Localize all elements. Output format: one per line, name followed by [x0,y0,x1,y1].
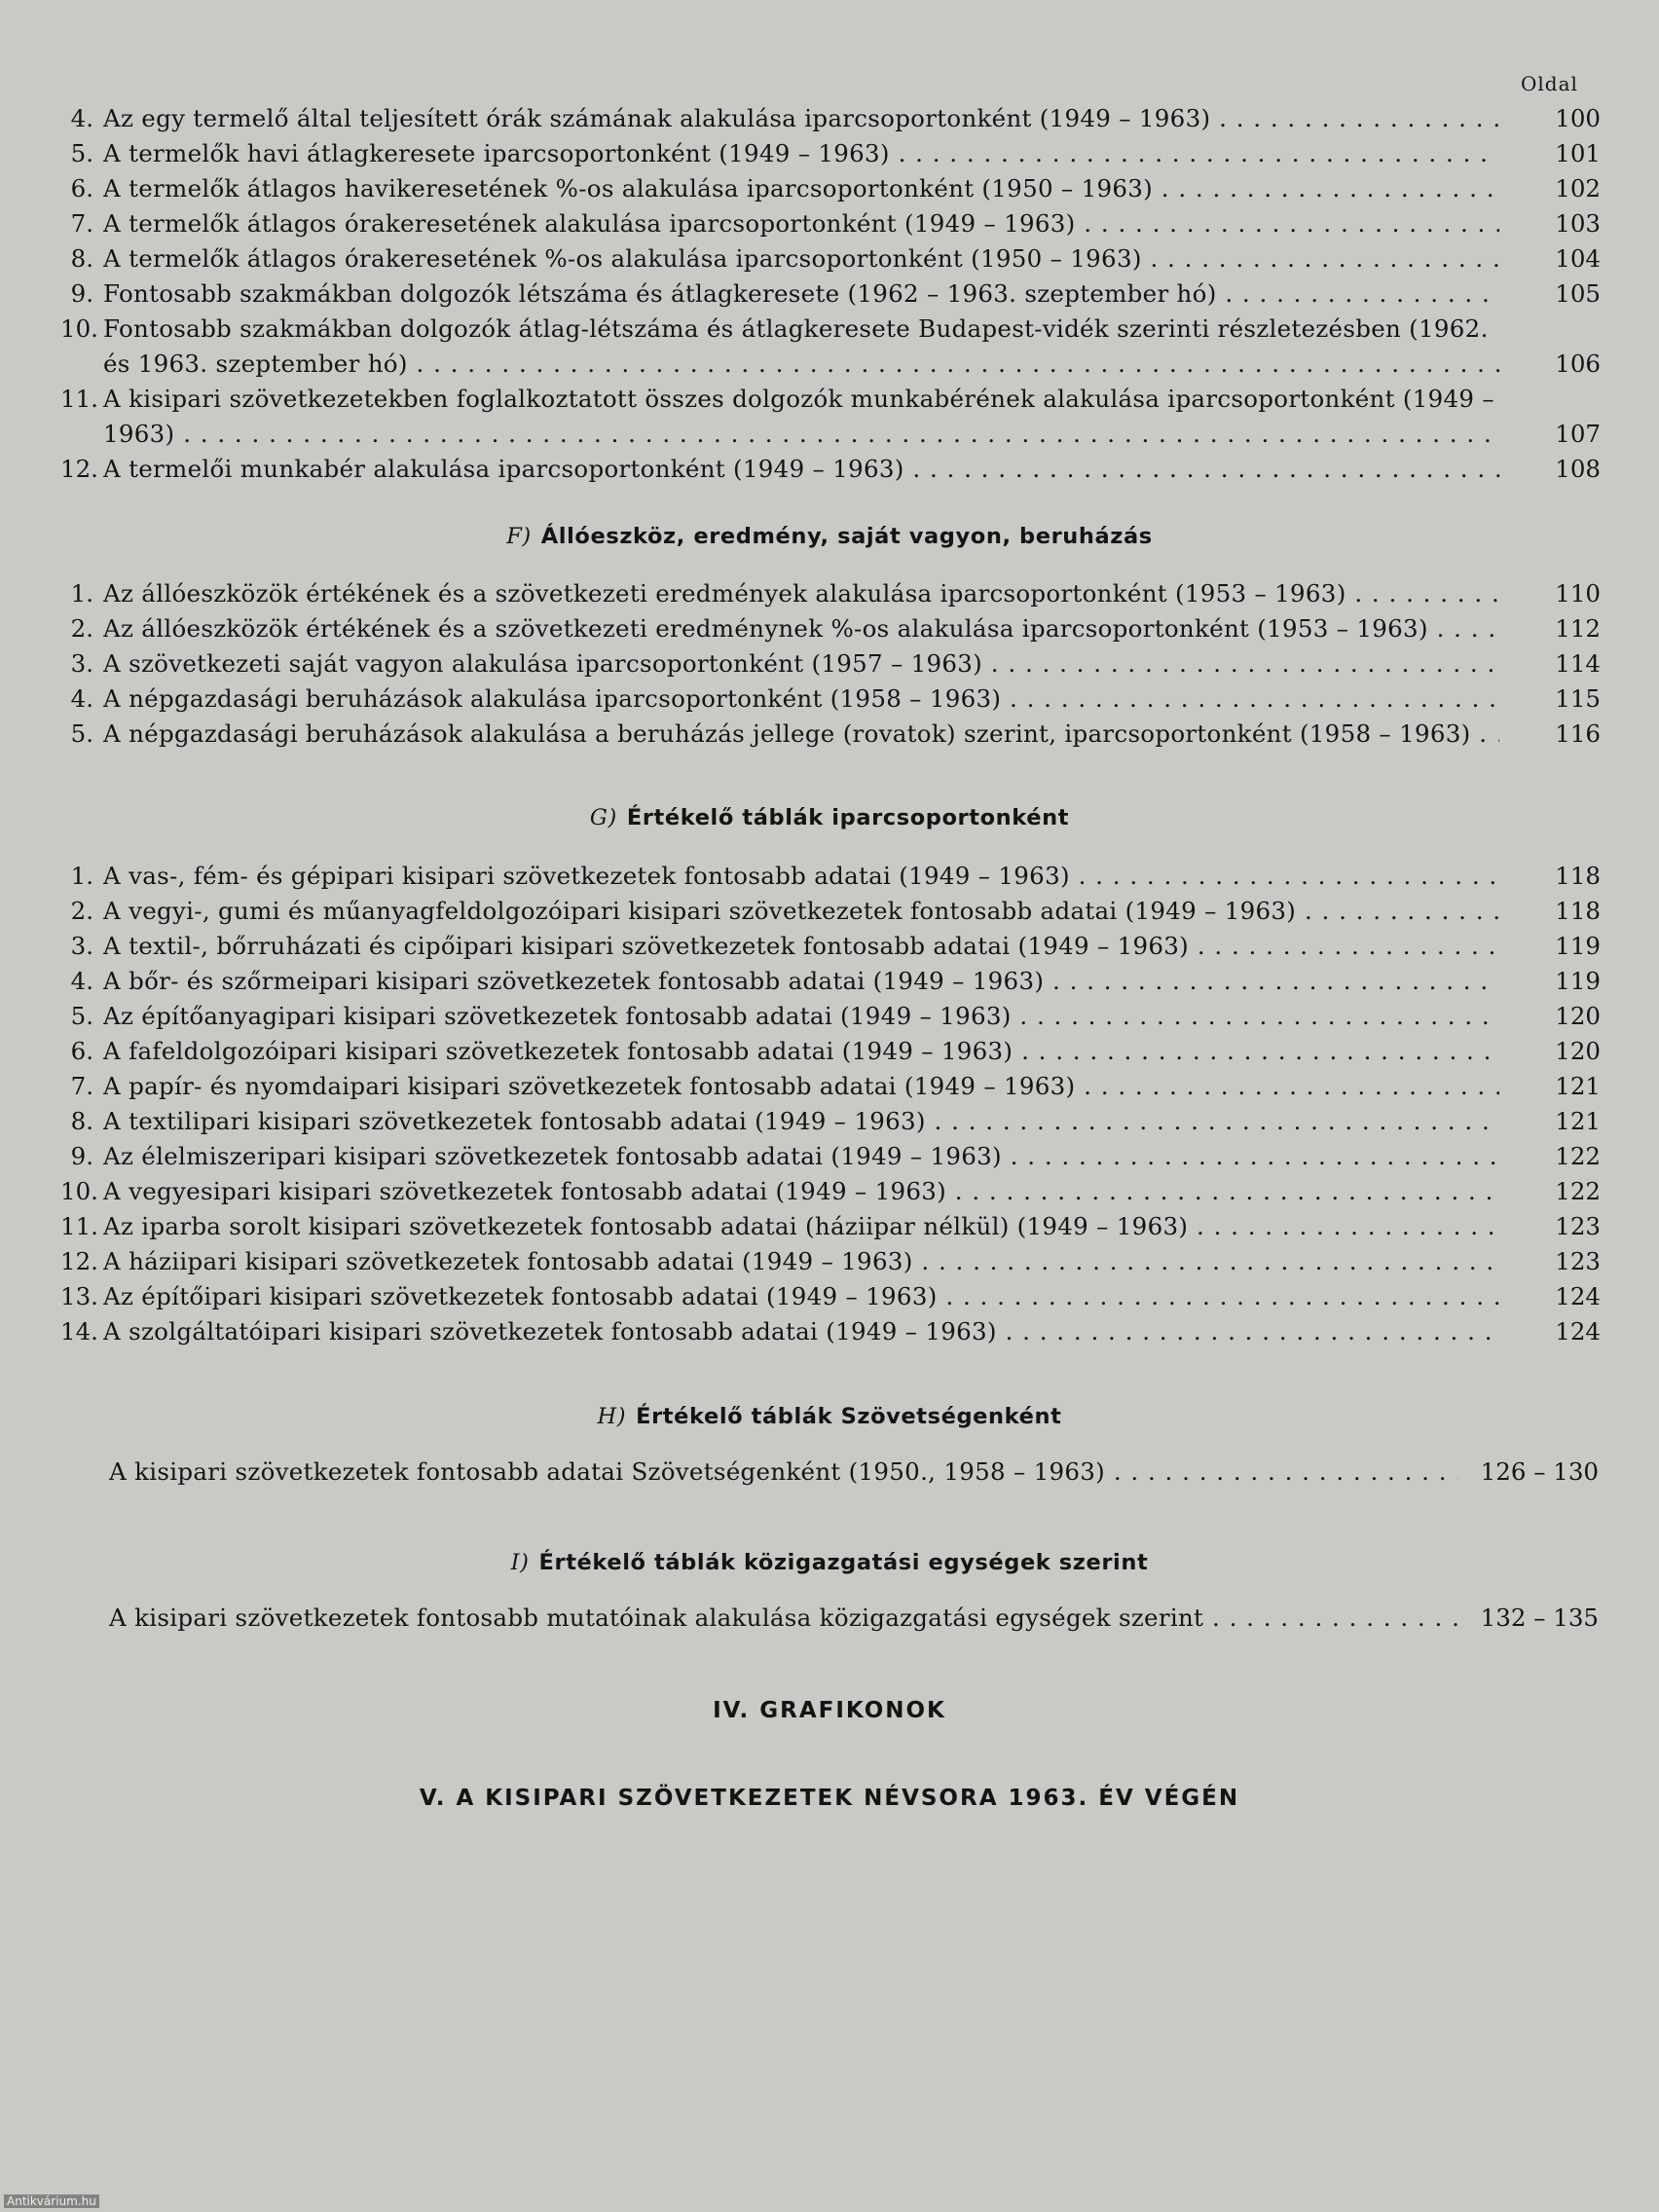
toc-entry [60,1209,1601,1244]
entry-title-line1: Fontosabb szakmákban dolgozók átlag-létszáma és átlagkeresete Budapest-vidék szerinti részletezésben (1962. [103,314,1489,343]
section-f-list [60,576,1601,752]
toc-entry [60,859,1601,894]
section-title: Értékelő táblák közigazgatási egységek szerint [538,1550,1149,1575]
entry-title: A népgazdasági beruházások alakulása iparcsoportonként (1958 – 1963) . . . [103,682,1499,717]
entry-number: 12. [60,455,98,483]
section-title: Értékelő táblák iparcsoportonként [626,805,1070,830]
toc-entry [60,312,1601,382]
section-letter: I) [510,1550,530,1575]
entry-page: 122 [1555,1142,1601,1170]
toc-entry [60,1279,1601,1314]
entry-title: Az állóeszközök értékének és a szövetkezeti eredmények alakulása iparcsoportonként (1953 – 1963) . . . [103,576,1499,611]
toc-entry [60,894,1601,929]
entry-title: Az élelmiszeripari kisipari szövetkezetek fontosabb adatai (1949 – 1963) . . . [103,1139,1499,1174]
entry-number: 11. [60,385,98,413]
section-g-list [60,859,1601,1349]
entry-page: 120 [1555,1037,1601,1065]
section-e-list [60,101,1601,487]
entry-title: A textil-, bőrruházati és cipőipari kisipari szövetkezetek fontosabb adatai (1949 – 1963) . . . [103,929,1499,964]
entry-page: 123 [1555,1247,1601,1275]
entry-page: 114 [1555,649,1601,678]
entry-number: 1. [70,862,93,890]
watermark: Antikvárium.hu [4,2194,99,2208]
entry-number: 7. [70,209,93,238]
entry-page: 118 [1555,897,1601,925]
entry-title: Az iparba sorolt kisipari szövetkezetek fontosabb adatai (háziipar nélkül) (1949 – 1963) . . . [103,1209,1499,1244]
toc-entry [60,241,1601,276]
entry-page: 120 [1555,1002,1601,1030]
entry-page: 122 [1555,1177,1601,1205]
toc-entry [60,276,1601,312]
toc-entry [60,999,1601,1034]
toc-entry [60,964,1601,999]
entry-page: 112 [1555,614,1601,643]
section-letter: H) [597,1404,627,1429]
entry-title: A vegyi-, gumi és műanyagfeldolgozóipari kisipari szövetkezetek fontosabb adatai (1949 – 1963) . . . [103,894,1499,929]
entry-page: 108 [1555,455,1601,483]
entry-page: 121 [1555,1072,1601,1100]
entry-page: 126 – 130 [1480,1457,1599,1486]
entry-title: A papír- és nyomdaipari kisipari szövetkezetek fontosabb adatai (1949 – 1963) . . . [103,1069,1499,1104]
entry-title: A termelői munkabér alakulása iparcsoportonként (1949 – 1963) . . . [103,452,1499,487]
entry-page: 106 [1555,350,1601,378]
entry-page: 124 [1555,1317,1601,1346]
entry-title: Fontosabb szakmákban dolgozók létszáma és átlagkeresete (1962 – 1963. szeptember hó) . . . [103,276,1499,312]
entry-page: 100 [1555,104,1601,132]
entry-title: A termelők havi átlagkeresete iparcsoportonként (1949 – 1963) . . . [103,136,1499,171]
entry-number: 9. [70,279,93,308]
toc-entry [109,1457,1599,1486]
entry-number: 3. [70,649,93,678]
toc-entry [60,1174,1601,1209]
entry-number: 2. [70,897,93,925]
entry-number: 8. [70,244,93,273]
entry-page: 119 [1555,967,1601,995]
entry-page: 121 [1555,1107,1601,1135]
entry-page: 115 [1555,684,1601,713]
entry-title: A háziipari kisipari szövetkezetek fontosabb adatai (1949 – 1963) . . . [103,1244,1499,1279]
entry-title: Az építőanyagipari kisipari szövetkezetek fontosabb adatai (1949 – 1963) . . . [103,999,1499,1034]
entry-title: A kisipari szövetkezetek fontosabb mutatóinak alakulása közigazgatási egységek szerint . . . [109,1604,1458,1632]
entry-number: 4. [70,967,93,995]
section-letter: G) [589,805,617,830]
entry-number: 13. [60,1282,98,1310]
entry-page: 119 [1555,932,1601,960]
toc-entry [60,717,1601,752]
toc-entry [60,576,1601,611]
entry-title: A szolgáltatóipari kisipari szövetkezetek fontosabb adatai (1949 – 1963) . . . [103,1314,1499,1349]
entry-number: 14. [60,1317,98,1346]
entry-title: A szövetkezeti saját vagyon alakulása iparcsoportonként (1957 – 1963) . . . [103,646,1499,682]
toc-entry [60,682,1601,717]
section-g-heading [0,805,1659,830]
toc-entry [60,1244,1601,1279]
part-iv-title: IV. GRAFIKONOK [713,1698,946,1723]
page-column-label: Oldal [1521,72,1578,95]
entry-number: 9. [70,1142,93,1170]
entry-page: 124 [1555,1282,1601,1310]
entry-number: 5. [70,139,93,167]
entry-number: 4. [70,684,93,713]
entry-number: 5. [70,1002,93,1030]
section-h-heading [0,1404,1659,1429]
section-title: Értékelő táblák Szövetségenként [636,1404,1062,1429]
entry-number: 10. [60,1177,98,1205]
toc-entry [60,382,1601,452]
entry-page: 104 [1555,244,1601,273]
toc-entry [60,206,1601,241]
entry-page: 118 [1555,862,1601,890]
entry-title-line2: 1963) . . . [103,417,1499,452]
entry-page: 102 [1555,174,1601,203]
toc-entry [60,929,1601,964]
entry-number: 6. [70,174,93,203]
entry-page: 103 [1555,209,1601,238]
toc-entry [60,1104,1601,1139]
toc-entry [60,136,1601,171]
part-v-title: V. A KISIPARI SZÖVETKEZETEK NÉVSORA 1963. ÉV VÉGÉN [419,1786,1240,1811]
toc-entry [60,171,1601,206]
entry-number: 3. [70,932,93,960]
toc-entry [60,611,1601,646]
entry-title: A vas-, fém- és gépipari kisipari szövetkezetek fontosabb adatai (1949 – 1963) . . . [103,859,1499,894]
entry-title: A termelők átlagos órakeresetének %-os alakulása iparcsoportonként (1950 – 1963) . . . [103,241,1499,276]
section-i-heading [0,1550,1659,1575]
entry-number: 11. [60,1212,98,1240]
entry-number: 4. [70,104,93,132]
entry-number: 12. [60,1247,98,1275]
entry-title: A termelők átlagos havikeresetének %-os alakulása iparcsoportonként (1950 – 1963) . . . [103,171,1499,206]
toc-entry [60,452,1601,487]
entry-number: 2. [70,614,93,643]
toc-entry [60,1034,1601,1069]
toc-entry [60,1069,1601,1104]
entry-page: 107 [1555,420,1601,448]
entry-page: 116 [1555,719,1601,748]
toc-entry [60,1139,1601,1174]
entry-number: 8. [70,1107,93,1135]
entry-page: 110 [1555,579,1601,608]
entry-number: 1. [70,579,93,608]
entry-title: A textilipari kisipari szövetkezetek fontosabb adatai (1949 – 1963) . . . [103,1104,1499,1139]
entry-number: 10. [60,314,98,343]
entry-title-line1: A kisipari szövetkezetekben foglalkoztatott összes dolgozók munkabérének alakulása iparcsoportonként (1949 – [103,385,1494,413]
entry-page: 123 [1555,1212,1601,1240]
entry-page: 101 [1555,139,1601,167]
section-f-heading [0,524,1659,549]
entry-title-line2: és 1963. szeptember hó) . . . [103,347,1499,382]
entry-page: 132 – 135 [1480,1604,1599,1632]
entry-title: A fafeldolgozóipari kisipari szövetkezetek fontosabb adatai (1949 – 1963) . . . [103,1034,1499,1069]
entry-number: 6. [70,1037,93,1065]
toc-entry [60,646,1601,682]
entry-title: A népgazdasági beruházások alakulása a beruházás jellege (rovatok) szerint, iparcsoportonként (1958 – 1963) . . . [103,717,1499,752]
section-title: Állóeszköz, eredmény, saját vagyon, beruházás [540,524,1153,549]
entry-title: Az állóeszközök értékének és a szövetkezeti eredménynek %-os alakulása iparcsoportonként (1953 – 1963) . . . [103,611,1499,646]
entry-title: A kisipari szövetkezetek fontosabb adatai Szövetségenként (1950., 1958 – 1963) . . . [109,1457,1458,1486]
entry-title: A vegyesipari kisipari szövetkezetek fontosabb adatai (1949 – 1963) . . . [103,1174,1499,1209]
toc-entry [109,1604,1599,1632]
toc-entry [60,1314,1601,1349]
entry-title: A termelők átlagos órakeresetének alakulása iparcsoportonként (1949 – 1963) . . . [103,206,1499,241]
entry-title: Az építőipari kisipari szövetkezetek fontosabb adatai (1949 – 1963) . . . [103,1279,1499,1314]
section-letter: F) [506,524,532,549]
toc-entry [60,101,1601,136]
entry-page: 105 [1555,279,1601,308]
entry-number: 5. [70,719,93,748]
entry-title: A bőr- és szőrmeipari kisipari szövetkezetek fontosabb adatai (1949 – 1963) . . . [103,964,1499,999]
entry-title: Az egy termelő által teljesített órák számának alakulása iparcsoportonként (1949 – 1963) . . . [103,101,1499,136]
entry-number: 7. [70,1072,93,1100]
